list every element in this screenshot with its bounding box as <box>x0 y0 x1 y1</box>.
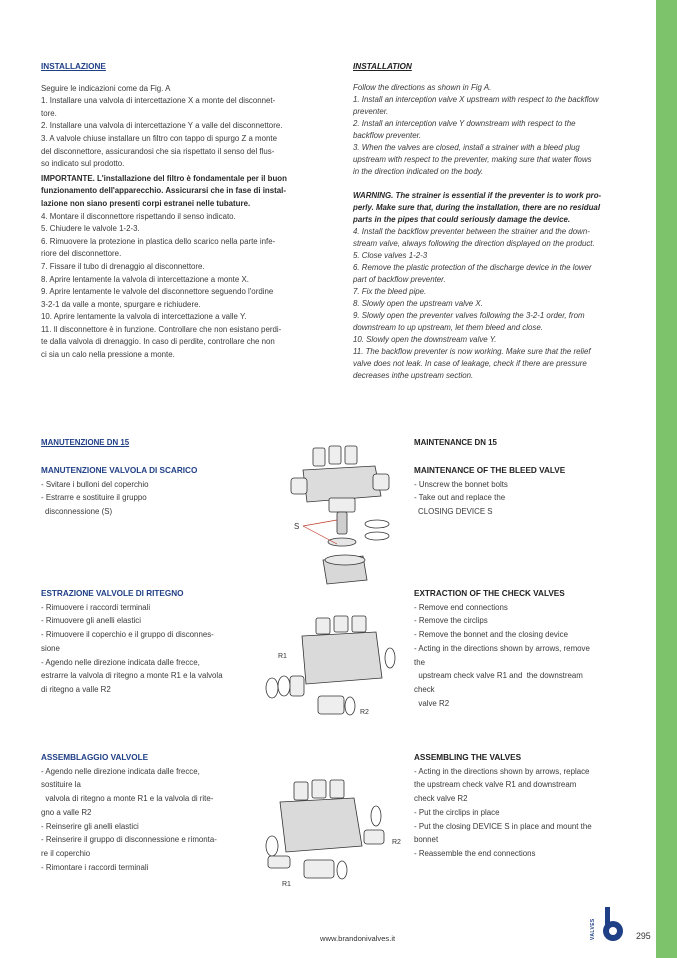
text-line: sostituire la <box>41 780 81 790</box>
circlip <box>266 678 278 698</box>
circlip <box>365 520 389 528</box>
valve-body <box>280 798 362 852</box>
text-line: disconnessione (S) <box>45 507 113 517</box>
assembling-figure <box>258 776 408 894</box>
installation-it-important <box>41 173 321 211</box>
assembling-en <box>414 751 644 861</box>
installation-en-intro <box>353 82 632 178</box>
installation-it-steps <box>41 211 321 362</box>
seal-ring <box>337 861 347 879</box>
fig-label-s: S <box>294 522 300 531</box>
text-line: in the direction indicated on the body. <box>353 167 484 176</box>
text-line: 2. Installare una valvola di intercettazione Y a valle del disconnettore. <box>41 121 283 131</box>
bleed-valve-it-heading: MANUTENZIONE VALVOLA DI SCARICO <box>41 466 198 475</box>
leader-line <box>303 526 337 544</box>
check-valves-figure <box>258 612 408 722</box>
text-line: 11. The backflow preventer is now working. Make sure that the relief <box>353 347 591 356</box>
valve-cap <box>330 780 344 798</box>
valve-cap <box>352 616 366 632</box>
text-line: 7. Fix the bleed pipe. <box>353 287 427 296</box>
text-line: - Remove end connections <box>414 602 508 612</box>
text-line: preventer. <box>353 107 389 116</box>
text-line: 9. Aprire lentamente le valvole del disconnettore seguendo l'ordine <box>41 287 274 297</box>
fig-label-r1: R1 <box>278 653 287 660</box>
leader-line <box>303 520 337 526</box>
text-line: parts in the pipes that could seriously damage the device. <box>353 215 571 224</box>
fig-label-r1: R1 <box>282 881 291 888</box>
installation-en-title: INSTALLATION <box>353 62 412 71</box>
circlip <box>385 648 395 668</box>
text-line: valvola di ritegno a monte R1 e la valvola di rite- <box>41 794 214 804</box>
valve-cap <box>294 782 308 800</box>
text-line: so indicato sul prodotto. <box>41 159 125 169</box>
footer-url: www.brandonivalves.it <box>320 934 396 943</box>
end-connection <box>373 474 389 490</box>
text-line: riore del disconnettore. <box>41 249 122 259</box>
text-line: 11. Il disconnettore è in funzione. Controllare che non esistano perdi- <box>41 324 282 334</box>
text-line: tore. <box>41 108 57 118</box>
text-line: CLOSING DEVICE S <box>418 507 493 517</box>
text-line: - Agendo nelle direzione indicata dalle frecce, <box>41 766 200 776</box>
seal-ring <box>328 538 356 546</box>
text-line: 9. Slowly open the preventer valves following the 3-2-1 order, from <box>353 311 585 320</box>
text-line: - Remove the circlips <box>414 616 488 626</box>
circlip <box>266 836 278 856</box>
text-line: 4. Install the backflow preventer between the strainer and the down- <box>353 227 590 236</box>
text-line: del disconnettore, assicurandosi che sia rispettato il senso del flus- <box>41 146 275 156</box>
circlip <box>278 676 290 696</box>
text-line: downstream to up upstream, let them bleed and close. <box>353 323 543 332</box>
text-line: 3. When the valves are closed, install a strainer with a bleed plug <box>353 143 580 152</box>
text-line: the upstream check valve R1 and downstream <box>414 780 577 790</box>
text-line: gno a valle R2 <box>41 807 92 817</box>
text-line: estrarre la valvola di ritegno a monte R1 e la valvola <box>41 671 223 681</box>
text-line: - Svitare i bulloni del coperchio <box>41 479 149 489</box>
text-line: te dalla valvola di drenaggio. In caso di perdite, controllare che non <box>41 337 275 347</box>
valve-cap <box>313 448 325 466</box>
text-line: Seguire le indicazioni come da Fig. A <box>41 83 171 93</box>
text-line: valve R2 <box>414 698 450 708</box>
text-line: - Take out and replace the <box>414 493 506 503</box>
text-line: check valve R2 <box>414 794 468 804</box>
text-line: - Unscrew the bonnet bolts <box>414 479 508 489</box>
text-line: valve does not leak. In case of leakage, check if there are pressure <box>353 359 587 368</box>
text-line: 1. Installare una valvola di intercettazione X a monte del disconnet- <box>41 96 276 106</box>
assembling-en-heading: ASSEMBLING THE VALVES <box>414 753 522 762</box>
end-connection <box>291 478 307 494</box>
fig-label-r2: R2 <box>392 839 401 846</box>
check-valve-r2 <box>364 830 384 844</box>
installation-en-block <box>353 61 632 382</box>
valve-body <box>303 466 381 502</box>
text-line: perly. Make sure that, during the installation, there are no residual <box>353 203 601 212</box>
maintenance-it-title: MANUTENZIONE DN 15 <box>41 438 130 447</box>
circlip <box>365 532 389 540</box>
text-line: 3. A valvole chiuse installare un filtro con tappo di spurgo Z a monte <box>41 133 277 143</box>
check-valves-en <box>414 587 644 710</box>
installation-en-warning <box>353 190 632 226</box>
end-connection <box>268 856 290 868</box>
text-line: stream valve, always following the direction displayed on the product. <box>353 239 595 248</box>
valve-cap <box>316 618 330 634</box>
valve-cap <box>345 446 357 464</box>
text-line: - Estrarre e sostituire il gruppo <box>41 493 147 503</box>
text-line: upstream with respect to the preventer, making sure that water flows <box>353 155 592 164</box>
valve-cap <box>334 616 348 632</box>
text-line: - Remove the bonnet and the closing device <box>414 630 568 640</box>
fig-label-r2: R2 <box>360 709 369 716</box>
brand-wordmark: VALVES <box>590 918 596 940</box>
installation-en-steps <box>353 226 632 382</box>
text-line: 5. Chiudere le valvole 1-2-3. <box>41 224 140 234</box>
cover-flange <box>325 555 365 565</box>
assembling-it-heading: ASSEMBLAGGIO VALVOLE <box>41 753 149 762</box>
bleed-valve-en-heading: MAINTENANCE OF THE BLEED VALVE <box>414 466 566 475</box>
assembling-it <box>41 751 271 874</box>
text-line: 8. Aprire lentamente la valvola di intercettazione a monte X. <box>41 274 249 284</box>
text-line: - Reassemble the end connections <box>414 848 536 858</box>
text-line: 2. Install an interception valve Y downstream with respect to the <box>353 119 576 128</box>
text-line: IMPORTANTE. L'installazione del filtro è fondamentale per il buon <box>41 173 287 183</box>
text-line: 10. Aprire lentamente la valvola di intercettazione a valle Y. <box>41 312 247 322</box>
text-line: check <box>414 684 435 694</box>
maintenance-en-title: MAINTENANCE DN 15 <box>414 438 497 447</box>
check-valve-r2 <box>318 696 344 714</box>
text-line: - Acting in the directions shown by arrows, replace <box>414 766 590 776</box>
text-line: part of backflow preventer. <box>353 275 446 284</box>
bleed-valve-it <box>41 464 271 519</box>
text-line: sione <box>41 643 60 653</box>
text-line: upstream check valve R1 and the downstream <box>414 671 583 681</box>
text-line: bonnet <box>414 835 439 845</box>
bonnet <box>329 498 355 512</box>
closing-device <box>337 512 347 534</box>
text-line: 10. Slowly open the downstream valve Y. <box>353 335 497 344</box>
installation-it-title: INSTALLAZIONE <box>41 62 106 71</box>
check-valve-r1 <box>290 676 304 696</box>
check-valves-en-heading: EXTRACTION OF THE CHECK VALVES <box>414 589 565 598</box>
text-line: 6. Rimuovere la protezione in plastica dello scarico nella parte infe- <box>41 236 276 246</box>
circlip <box>371 806 381 826</box>
bleed-valve-exploded-figure <box>285 440 405 595</box>
text-line: - Put the circlips in place <box>414 807 500 817</box>
text-line: re il coperchio <box>41 848 91 858</box>
text-line: Follow the directions as shown in Fig A. <box>353 83 492 92</box>
text-line: - Rimuovere il coperchio e il gruppo di disconnes- <box>41 630 214 640</box>
text-line: - Rimuovere i raccordi terminali <box>41 602 151 612</box>
bleed-valve-en <box>414 464 644 519</box>
text-line: 4. Montare il disconnettore rispettando il senso indicato. <box>41 211 236 221</box>
valve-cap <box>312 780 326 798</box>
text-line: WARNING. The strainer is essential if the preventer is to work pro- <box>353 191 602 200</box>
text-line: the <box>414 657 425 667</box>
text-line: backflow preventer. <box>353 131 422 140</box>
check-valves-it-heading: ESTRAZIONE VALVOLE DI RITEGNO <box>41 589 184 598</box>
text-line: di ritegno a valle R2 <box>41 684 111 694</box>
text-line: - Rimuovere gli anelli elastici <box>41 616 141 626</box>
text-line: lazione non siano presenti corpi estranei nelle tubature. <box>41 198 251 208</box>
brand-logo-icon <box>597 907 627 943</box>
text-line: 7. Fissare il tubo di drenaggio al disconnettore. <box>41 261 205 271</box>
check-valve-r1 <box>304 860 334 878</box>
text-line: - Agendo nelle direzione indicata dalle frecce, <box>41 657 200 667</box>
text-line: ci sia un calo nella pressione a monte. <box>41 350 175 360</box>
text-line: 1. Install an interception valve X upstream with respect to the backflow <box>353 95 599 104</box>
text-line: decreases inthe upstream section. <box>353 371 474 380</box>
green-side-strip <box>656 0 677 958</box>
check-valves-it <box>41 587 271 697</box>
text-line: - Reinserire gli anelli elastici <box>41 821 139 831</box>
installation-it-block <box>41 61 321 362</box>
text-line: - Acting in the directions shown by arrows, remove <box>414 643 590 653</box>
text-line: - Put the closing DEVICE S in place and mount the <box>414 821 592 831</box>
text-line: 5. Close valves 1-2-3 <box>353 251 428 260</box>
text-line: 3-2-1 da valle a monte, spurgare e richiudere. <box>41 299 201 309</box>
text-line: 8. Slowly open the upstream valve X. <box>353 299 483 308</box>
text-line: - Reinserire il gruppo di disconnessione e rimonta- <box>41 835 217 845</box>
seal-ring <box>345 697 355 715</box>
text-line: - Rimontare i raccordi terminali <box>41 862 149 872</box>
installation-it-intro <box>41 83 321 171</box>
text-line: 6. Remove the plastic protection of the discharge device in the lower <box>353 263 592 272</box>
valve-body <box>302 632 382 684</box>
valve-cap <box>329 446 341 464</box>
page-number: 295 <box>636 931 651 941</box>
text-line: funzionamento dell'apparecchio. Assicurarsi che in fase di instal- <box>41 186 286 196</box>
